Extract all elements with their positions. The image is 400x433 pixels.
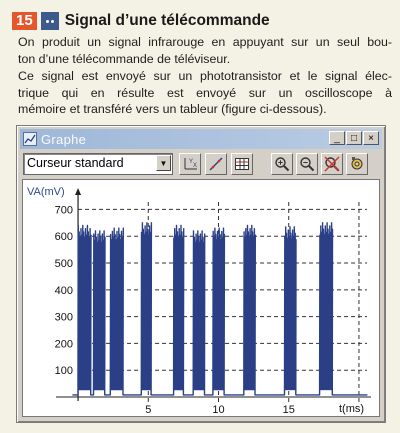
chart-svg (23, 180, 379, 416)
y-tick-label: 200 (54, 338, 74, 351)
maximize-button[interactable]: □ (346, 131, 362, 145)
cursor-mode-select[interactable] (23, 153, 173, 175)
signal-burst (320, 234, 333, 390)
exercise-title: Signal d’une télécommande (64, 12, 270, 29)
signal-burst (213, 239, 224, 390)
tangent-tool-button[interactable] (205, 153, 227, 175)
y-axis-label: VA(mV) (27, 186, 65, 198)
window-title-bar[interactable] (20, 129, 382, 149)
table-tool-button[interactable] (231, 153, 253, 175)
svg-text:X: X (193, 163, 198, 169)
zoom-out-button[interactable] (296, 153, 318, 175)
zoom-in-button[interactable] (271, 153, 293, 175)
close-button[interactable]: × (363, 131, 379, 145)
zoom-reset-icon (324, 156, 340, 172)
window-title: Graphe (41, 131, 87, 147)
x-tick-label: 10 (212, 404, 225, 416)
chevron-down-icon[interactable]: ▼ (156, 155, 171, 171)
graph-toolbar (22, 153, 381, 179)
zoom-reset-button[interactable] (321, 153, 343, 175)
y-tick-label: 500 (54, 258, 74, 271)
signal-burst (174, 236, 184, 389)
chart-plot-area[interactable] (22, 179, 380, 417)
x-tick-label: 15 (282, 404, 295, 416)
minimize-button[interactable]: _ (329, 131, 345, 145)
paragraph-line: trique qui en résulte est envoyé sur un oscilloscope à (18, 85, 392, 100)
svg-text:Y: Y (189, 159, 194, 165)
signal-burst (110, 239, 123, 390)
paragraph-intro (18, 34, 392, 67)
y-axis-arrow (75, 188, 81, 195)
zoom-out-icon (299, 156, 315, 172)
y-tick-label: 300 (54, 311, 74, 324)
exercise-number: 15 (12, 12, 37, 30)
y-tick-label: 700 (54, 204, 74, 217)
exercise-header (12, 12, 270, 30)
signal-burst (193, 242, 204, 390)
paragraph-line: On produit un signal infrarouge en appuyant sur un seul bou- (18, 35, 392, 49)
zoom-in-icon (274, 156, 290, 172)
signal-burst (93, 242, 104, 390)
table-tool-icon (234, 156, 250, 172)
axes-tool-button[interactable] (179, 153, 201, 175)
x-axis-label: t(ms) (339, 403, 365, 415)
axes-tool-icon (182, 156, 198, 172)
y-tick-label: 600 (54, 231, 74, 244)
signal-burst (78, 236, 91, 389)
x-tick-label: 5 (145, 404, 152, 416)
graph-window (16, 125, 386, 423)
paragraph-line: ton d’une télécommande de téléviseur. (18, 51, 231, 66)
settings-button[interactable] (346, 153, 368, 175)
exercise-type-icon (41, 12, 59, 30)
signal-burst (141, 234, 151, 390)
y-tick-label: 100 (54, 365, 74, 378)
paragraph-line: mémoire et transféré vers un tableur (figure ci-dessous). (18, 102, 327, 116)
settings-icon (349, 156, 365, 172)
y-tick-label: 400 (54, 284, 74, 297)
tangent-tool-icon (208, 156, 224, 172)
graph-app-icon (23, 132, 37, 146)
signal-burst (244, 236, 255, 389)
paragraph-line: Ce signal est envoyé sur un phototransistor et le signal élec- (18, 69, 392, 83)
signal-burst (285, 238, 296, 390)
cursor-mode-value: Curseur standard (27, 156, 124, 170)
paragraph-setup (18, 68, 392, 118)
chart-marks (55, 188, 371, 416)
